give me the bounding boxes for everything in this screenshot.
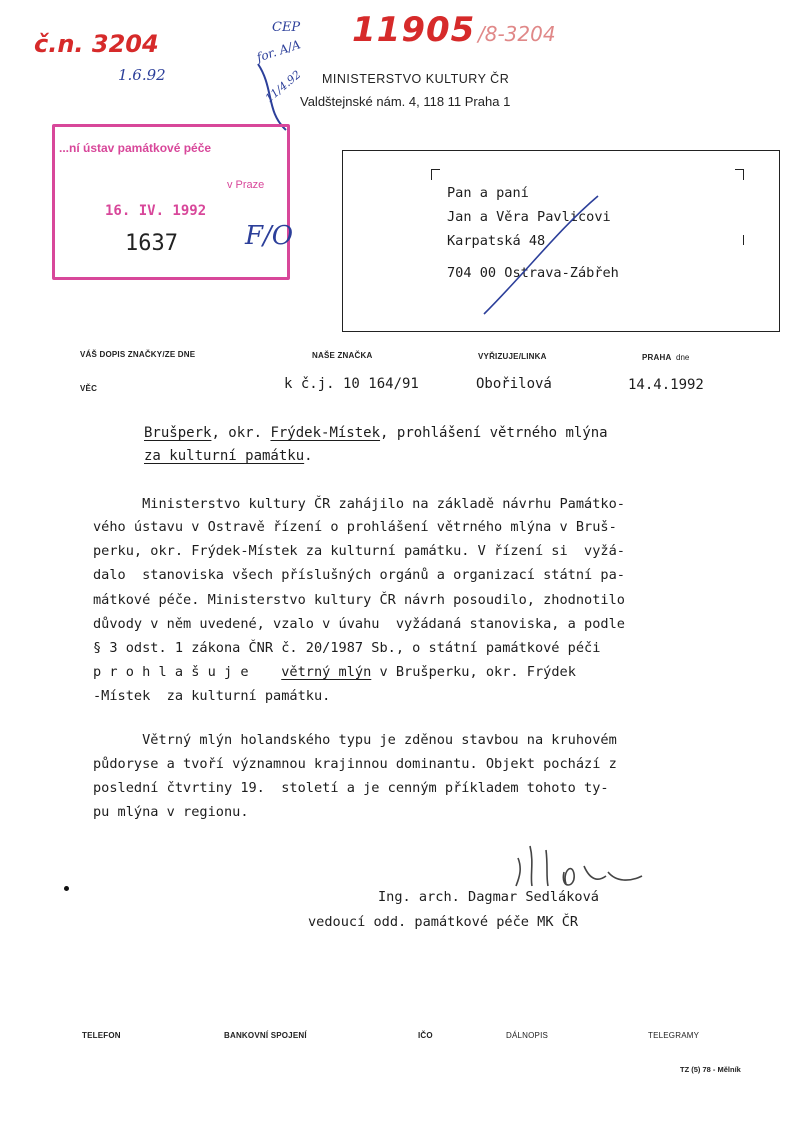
body-p1-line3: perku, okr. Frýdek-Místek za kulturní památku. V řízení si vyžá- [93, 543, 625, 559]
body-vetrny-mlyn: větrný mlýn [281, 664, 372, 680]
body-p1-line8 [93, 664, 576, 680]
ref-nase-znacka: k č.j. 10 164/91 [284, 376, 419, 392]
label-nase-znacka: NAŠE ZNAČKA [312, 351, 373, 360]
label-vyrizuje: VYŘIZUJE/LINKA [478, 352, 547, 361]
label-praha: PRAHA [642, 353, 672, 362]
handwritten-big-number-suffix: /8-3204 [478, 22, 556, 46]
addressee-line4: 704 00 Ostrava-Zábřeh [447, 265, 619, 281]
body-p2-line4: pu mlýna v regionu. [93, 804, 249, 820]
label-vas-dopis: VÁŠ DOPIS ZNAČKY/ZE DNE [80, 350, 196, 359]
addressee-line3: Karpatská 48 [447, 233, 546, 249]
subject-text: . [304, 448, 313, 464]
body-text: v Brušperku, okr. Frýdek [371, 664, 576, 680]
handwritten-note-top: CEP [272, 20, 301, 35]
body-p1-line7: § 3 odst. 1 zákona ČNR č. 20/1987 Sb., o státní památkové péči [93, 640, 601, 656]
body-p1-line2: vého ústavu v Ostravě řízení o prohlášení větrného mlýna v Bruš- [93, 519, 617, 535]
signature-name: Ing. arch. Dagmar Sedláková [378, 889, 599, 905]
margin-dot [64, 886, 69, 891]
handwritten-note-mid: for. A/A [254, 37, 303, 65]
footer-bank: BANKOVNÍ SPOJENÍ [224, 1031, 307, 1040]
window-corner-mark [735, 169, 744, 180]
subject-kulturni-pamatka: za kulturní památku [144, 448, 305, 464]
footer-telefon: TELEFON [82, 1031, 121, 1040]
body-p2-line2: půdoryse a tvoří významnou krajinnou dominantu. Objekt pochází z [93, 756, 617, 772]
handwritten-cj-number: č.n. 3204 [34, 30, 159, 58]
body-p2-line1: Větrný mlýn holandského typu je zděnou stavbou na kruhovém [93, 732, 617, 748]
body-p1-line1: Ministerstvo kultury ČR zahájilo na základě návrhu Památko- [93, 496, 625, 512]
registry-stamp [52, 124, 294, 280]
stamp-line2: v Praze [227, 179, 265, 191]
window-corner-mark [735, 235, 744, 245]
handwritten-signature [490, 832, 660, 892]
stamp-date: 16. IV. 1992 [105, 203, 207, 219]
footer-dalnopis: DÁLNOPIS [506, 1031, 549, 1040]
ref-date: 14.4.1992 [628, 377, 704, 393]
window-corner-mark [431, 169, 440, 180]
stamp-handmark: F/O [245, 221, 294, 251]
handwritten-date: 1.6.92 [118, 66, 166, 84]
addressee-line1: Pan a paní [447, 185, 529, 201]
subject-text: , prohlášení větrného mlýna [380, 425, 608, 441]
stamp-line1: ...ní ústav památkové péče [59, 141, 212, 155]
footer-print-code: TZ (5) 78 - Mělník [680, 1065, 741, 1074]
subject-line1 [144, 425, 608, 441]
ministry-name: MINISTERSTVO KULTURY ČR [322, 72, 510, 86]
handwritten-check-stroke [478, 190, 608, 320]
body-p1-line4: dalo stanoviska všech příslušných orgánů a organizací státní pa- [93, 567, 625, 583]
footer-ico: IČO [418, 1031, 433, 1040]
handwritten-big-number: 11905 [352, 10, 476, 50]
body-p1-line5: mátkové péče. Ministerstvo kultury ČR návrh posoudilo, zhodnotilo [93, 592, 625, 608]
footer-telegramy: TELEGRAMY [648, 1031, 700, 1040]
body-text: p r o h l a š u j e [93, 664, 282, 680]
subject-line2 [144, 448, 313, 464]
subject-place: Brušperk [144, 425, 212, 441]
label-dne: dne [676, 353, 690, 362]
body-p2-line3: poslední čtvrtiny 19. století a je cenným příkladem tohoto ty- [93, 780, 609, 796]
label-vec: VĚC [80, 384, 98, 393]
subject-text: , okr. [211, 425, 271, 441]
ministry-address: Valdštejnské nám. 4, 118 11 Praha 1 [300, 94, 511, 109]
ref-vyrizuje: Obořilová [476, 376, 552, 392]
stamp-number: 1637 [125, 231, 178, 256]
signature-role: vedoucí odd. památkové péče MK ČR [308, 914, 579, 930]
body-p1-line6: důvody v něm uvedené, vzalo v úvahu vyžádaná stanoviska, a podle [93, 616, 625, 632]
subject-district: Frýdek-Místek [270, 425, 381, 441]
handwritten-note-date: 11/4.92 [262, 67, 304, 106]
addressee-line2: Jan a Věra Pavlicovi [447, 209, 611, 225]
body-p1-line9: -Místek za kulturní památku. [93, 688, 331, 704]
